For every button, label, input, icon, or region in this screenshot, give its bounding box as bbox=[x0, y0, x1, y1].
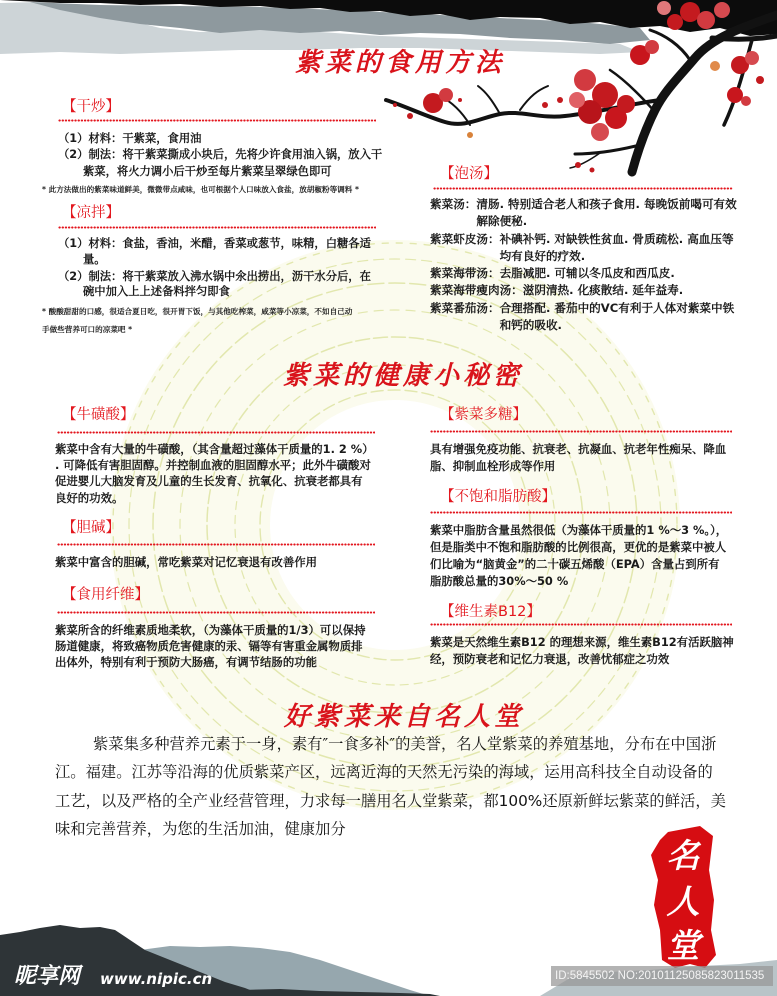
soup-desc-line: 去脂减肥. 可辅以冬瓜皮和西瓜皮. bbox=[499, 266, 675, 281]
paragraph-line: 紫菜集多种营养元素于一身，素有″一食多补″的美誉，名人堂紫菜的养殖基地，分布在中国浙 bbox=[93, 735, 717, 753]
soup-name: 紫菜番茄汤： bbox=[430, 300, 500, 315]
watermark-id-text: ID:5845502 NO:20101125085823011535 bbox=[555, 970, 765, 982]
brand-paragraph bbox=[55, 730, 726, 843]
text-line: 经，预防衰老和记忆力衰退，改善忧郁症之功效 bbox=[430, 652, 670, 666]
text-line: 紫菜中含有大量的牛磺酸，（其含量超过藻体干质量的1. 2 %） bbox=[55, 442, 374, 456]
soup-desc-line: 和钙的吸收. bbox=[499, 318, 562, 333]
dotted-divider bbox=[430, 623, 732, 626]
text-line: 脂、抑制血栓形成等作用 bbox=[430, 459, 556, 473]
text-line: 们比喻为“脑黄金”的二十碳五烯酸（EPA）含量占到所有 bbox=[430, 557, 720, 571]
dry-fry-line: 紫菜，将火力调小后干炒至每片紫菜呈翠绿色即可 bbox=[83, 165, 332, 178]
dotted-divider bbox=[58, 119, 376, 122]
text-line: 肠道健康，将致癌物质危害健康的汞、镉等有害重金属物质排 bbox=[55, 639, 363, 653]
soup-desc-line: 合理搭配. 番茄中的VC有利于人体对紫菜中铁 bbox=[499, 300, 735, 315]
text-line: 紫菜中脂肪含量虽然很低（为藻体干质量的1 %～3 %。）， bbox=[430, 523, 728, 537]
dry-fry-note: * 此方法做出的紫菜味道鲜美，微微带点咸味，也可根据个人口味放入食盐，放胡椒粉等调料 * bbox=[42, 185, 359, 194]
soup-heading: 【泡汤】 bbox=[440, 166, 498, 182]
seal-char: 堂 bbox=[666, 926, 700, 965]
cold-mix-note: 手做些营养可口的凉菜吧 * bbox=[42, 325, 133, 334]
soup-desc-line: 清肠. 特别适合老人和孩子食用. 每晚饭前喝可有效 bbox=[476, 197, 737, 211]
soup-name: 紫菜汤： bbox=[430, 197, 477, 211]
dry-fry-line: （2）制法：将干紫菜撕成小块后，先将少许食用油入锅，放入干 bbox=[58, 148, 383, 161]
usage-title: 紫菜的食用方法 bbox=[295, 48, 506, 78]
dotted-divider bbox=[57, 431, 375, 434]
cold-mix-note: * 酸酸甜甜的口感，很适合夏日吃，很开胃下饭，与其他吃榨菜，咸菜等小凉菜，不如自己动 bbox=[42, 307, 353, 316]
cold-mix-line: 量。 bbox=[83, 253, 106, 266]
vitamin-b12-text bbox=[430, 634, 734, 668]
unsaturated-fatty-acid-text bbox=[430, 522, 727, 590]
soup-name: 紫菜海带汤： bbox=[430, 266, 500, 281]
paragraph-line: 工艺，以及严格的全产业经营管理，力求每一膳用名人堂紫菜，都100%还原新鲜坛紫菜的鲜活，美 bbox=[55, 791, 726, 810]
watermark-site-name: 昵享网 bbox=[14, 964, 81, 989]
text-line: 但是脂类中不饱和脂肪酸的比例很高，更优的是紫菜中被人 bbox=[430, 540, 727, 554]
soup-desc bbox=[523, 282, 683, 299]
dotted-divider bbox=[57, 543, 375, 546]
unsaturated-fatty-acid-heading: 【不饱和脂肪酸】 bbox=[440, 489, 556, 505]
cold-mix-heading: 【凉拌】 bbox=[62, 205, 120, 221]
text-line: 紫菜所含的纤维素质地柔软，（为藻体干质量的1/3）可以保持 bbox=[55, 623, 366, 637]
choline-text bbox=[55, 554, 317, 570]
soup-item bbox=[430, 300, 737, 335]
watermark-url: www.nipic.cn bbox=[100, 970, 213, 988]
text-line: 脂肪酸总量的30%～50 % bbox=[430, 574, 569, 588]
soup-desc bbox=[476, 196, 736, 231]
paragraph-line: 味和完善营养，为您的生活加油，健康加分 bbox=[55, 819, 346, 838]
soup-desc bbox=[500, 265, 675, 282]
soup-desc-line: 解除便秘. bbox=[476, 214, 528, 229]
polysaccharide-text bbox=[430, 441, 726, 475]
soup-item bbox=[430, 231, 737, 266]
fiber-heading: 【食用纤维】 bbox=[62, 587, 149, 603]
text-line: 紫菜是天然维生素B12 的理想来源，维生素B12有活跃脑神 bbox=[430, 635, 734, 649]
soup-item bbox=[430, 196, 737, 231]
dotted-divider bbox=[58, 226, 376, 229]
soup-desc-line: 均有良好的疗效. bbox=[499, 248, 586, 263]
text-line: 促进婴儿大脑发育及儿童的生长发育、抗氧化、抗衰老都具有 bbox=[55, 474, 363, 489]
seal-char: 名 bbox=[666, 836, 700, 875]
dotted-divider bbox=[433, 187, 733, 190]
text-line: 出体外，特别有利于预防大肠癌，有调节结肠的功能 bbox=[55, 655, 317, 669]
dry-fry-heading: 【干炒】 bbox=[62, 99, 120, 115]
cold-mix-line: 碗中加入上上述备料拌匀即食 bbox=[83, 285, 230, 298]
fiber-text bbox=[55, 622, 365, 670]
polysaccharide-heading: 【紫菜多糖】 bbox=[440, 407, 527, 423]
soup-desc bbox=[500, 300, 735, 335]
soup-desc-line: 补碘补钙. 对缺铁性贫血. 骨质疏松. 高血压等 bbox=[499, 231, 734, 246]
soup-name: 紫菜海带瘦肉汤： bbox=[430, 283, 523, 298]
dotted-divider bbox=[430, 430, 732, 433]
cold-mix-line: （1）材料：食盐，香油，米醋，香菜或葱节，味精，白糖各适 bbox=[58, 237, 371, 250]
dry-fry-line: （1）材料：干紫菜，食用油 bbox=[58, 132, 202, 145]
text-line: . 可降低有害胆固醇。并控制血液的胆固醇水平；此外牛磺酸对 bbox=[55, 458, 371, 473]
soup-desc bbox=[500, 231, 734, 266]
choline-heading: 【胆碱】 bbox=[62, 520, 120, 536]
soup-item bbox=[430, 282, 737, 299]
soup-item bbox=[430, 265, 737, 282]
soup-name: 紫菜虾皮汤： bbox=[430, 231, 500, 246]
dotted-divider bbox=[430, 511, 732, 514]
taurine-text bbox=[55, 441, 374, 506]
text-line: 良好的功效。 bbox=[55, 490, 124, 505]
taurine-heading: 【牛磺酸】 bbox=[62, 407, 135, 423]
brand-title: 好紫菜来自名人堂 bbox=[284, 702, 525, 732]
paragraph-line: 江。福建。江苏等沿海的优质紫菜产区，远离近海的天然无污染的海域，运用高科技全自动设备的 bbox=[55, 763, 713, 782]
soup-list bbox=[430, 196, 737, 334]
seal-char: 人 bbox=[666, 882, 700, 921]
text-line: 紫菜中富含的胆碱，常吃紫菜对记忆衰退有改善作用 bbox=[55, 555, 317, 569]
cold-mix-line: （2）制法：将干紫菜放入沸水锅中氽出捞出，沥干水分后，在 bbox=[58, 270, 371, 283]
vitamin-b12-heading: 【维生素B12】 bbox=[440, 604, 541, 620]
dotted-divider bbox=[57, 611, 375, 614]
soup-desc-line: 滋阴清热. 化痰散结. 延年益寿. bbox=[522, 283, 684, 298]
text-line: 具有增强免疫功能、抗衰老、抗凝血、抗老年性痴呆、降血 bbox=[430, 442, 727, 456]
health-title: 紫菜的健康小秘密 bbox=[283, 361, 524, 391]
